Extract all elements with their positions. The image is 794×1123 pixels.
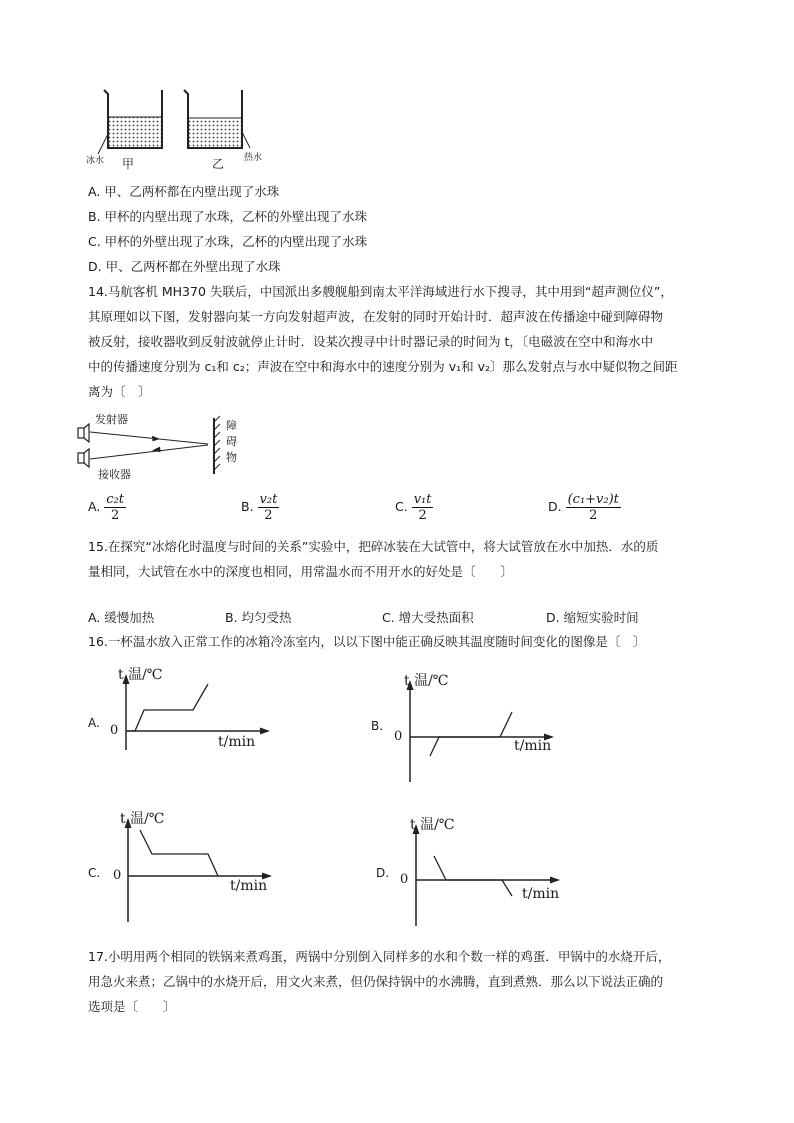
q14-option-d-letter: D. [548, 499, 562, 514]
graph-b-curve [430, 712, 512, 756]
q14-option-a-den: 2 [111, 508, 120, 523]
q14-option-c-den: 2 [418, 508, 427, 523]
q14-option-b-letter: B. [241, 499, 254, 514]
graph-a-x-arrow-icon [260, 728, 270, 735]
beaker-a [98, 90, 162, 154]
q14-option-d-num: (c₁+v₂)t [567, 492, 619, 507]
receiver-icon [78, 449, 89, 467]
graph-b-y-label: t 温/℃ [404, 673, 449, 689]
q16-line: 16.一杯温水放入正常工作的冰箱冷冻室内，以以下图中能正确反映其温度随时间变化的图像是〔 〕 [88, 634, 646, 649]
q14-option-b-fraction [258, 492, 280, 523]
q14-option-a [88, 492, 126, 523]
graph-b-origin: 0 [394, 729, 403, 744]
q14-line-4: 中的传播速度分别为 c₁和 c₂；声波在空中和海水中的速度分别为 v₁和 v₂〕那么发射点与水中疑似物之间距 [88, 359, 678, 374]
q14-option-b-den: 2 [264, 508, 273, 523]
label-hot-water: 热水 [244, 153, 263, 163]
q15-line-1: 15.在探究“冰熔化时温度与时间的关系”实验中，把碎冰装在大试管中，将大试管放在水中加热．水的质 [88, 539, 659, 554]
beaker-b [184, 90, 250, 148]
graph-b-label: B. [371, 719, 384, 733]
q13-option-d: D. 甲、乙两杯都在外壁出现了水珠 [88, 259, 281, 274]
q15-line-2: 量相同，大试管在水中的深度也相同，用常温水而不用开水的好处是〔 〕 [88, 564, 514, 579]
q17-line-1: 17.小明用两个相同的铁锅来煮鸡蛋，两锅中分别倒入同样多的水和个数一样的鸡蛋．甲锅中的水烧开后， [88, 949, 671, 964]
graph-a-x-label: t/min [218, 734, 256, 750]
q15-option-c: C. 增大受热面积 [382, 610, 474, 625]
q14-option-d-fraction [566, 492, 621, 523]
q14-option-c-fraction [412, 492, 434, 523]
obstacle-wall [214, 416, 220, 474]
label-ice-water: 冰水 [86, 156, 105, 166]
label-emitter: 发射器 [95, 413, 128, 426]
graph-c-label: C. [88, 866, 101, 880]
graph-a-curve [126, 684, 208, 731]
q15-option-b: B. 均匀受热 [225, 610, 292, 625]
graph-a [108, 662, 288, 762]
graph-b-x-label: t/min [514, 738, 552, 754]
graph-a-origin: 0 [110, 723, 119, 738]
graph-a-label: A. [88, 716, 100, 730]
graph-c [110, 806, 290, 926]
q14-option-c-num: v₁t [413, 492, 432, 507]
graph-b [392, 668, 572, 786]
q14-option-a-fraction [104, 492, 126, 523]
label-obstacle-1: 障 [226, 419, 237, 432]
q14-line-2: 其原理如以下图，发射器向某一方向发射超声波，在发射的同时开始计时．超声波在传播途中碰到障碍物 [88, 309, 664, 324]
q13-option-c: C. 甲杯的外壁出现了水珠，乙杯的内壁出现了水珠 [88, 234, 368, 249]
graph-c-y-label: t 温/℃ [120, 811, 165, 827]
q14-option-d-den: 2 [589, 508, 598, 523]
q17-line-2: 用急火来煮；乙锅中的水烧开后，用文火来煮，但仍保持锅中的水沸腾，直到煮熟．那么以下说法正确的 [88, 974, 664, 989]
graph-c-origin: 0 [113, 868, 122, 883]
label-cup-b: 乙 [212, 157, 225, 171]
q14-option-c-letter: C. [395, 499, 408, 514]
q14-option-b [241, 492, 279, 523]
emitter-icon [78, 424, 89, 442]
graph-d-y-label: t 温/℃ [410, 817, 455, 833]
graph-d-x-label: t/min [522, 886, 560, 902]
graph-c-x-label: t/min [230, 878, 268, 894]
q14-option-a-letter: A. [88, 499, 101, 514]
q14-option-d [548, 492, 621, 523]
label-obstacle-3: 物 [226, 451, 237, 464]
q14-line-3: 被反射，接收器收到反射波就停止计时．设某次搜寻中计时器记录的时间为 t，〔电磁波在空中和海水中 [88, 334, 654, 349]
label-receiver: 接收器 [98, 468, 131, 481]
q14-option-c [395, 492, 433, 523]
graph-d-curve [434, 856, 512, 896]
q13-option-b: B. 甲杯的内壁出现了水珠，乙杯的外壁出现了水珠 [88, 209, 368, 224]
graph-d [398, 812, 578, 930]
graph-c-curve [140, 830, 218, 876]
graph-d-label: D. [376, 866, 390, 880]
q14-line-1: 14.马航客机 MH370 失联后，中国派出多艘舰船到南太平洋海域进行水下搜寻，其中用到“超声测位仪”， [88, 284, 673, 299]
arrow-outgoing-icon [152, 436, 160, 442]
q14-line-5: 离为〔 〕 [88, 384, 151, 399]
graph-d-origin: 0 [400, 872, 409, 887]
graph-a-y-label: t 温/℃ [118, 667, 163, 683]
q17-line-3: 选项是〔 〕 [88, 999, 176, 1014]
q14-option-a-num: c₂t [106, 492, 125, 507]
q13-option-a: A. 甲、乙两杯都在内壁出现了水珠 [88, 184, 280, 199]
q14-option-b-num: v₂t [259, 492, 278, 507]
q15-option-d: D. 缩短实验时间 [546, 610, 639, 625]
label-obstacle-2: 碍 [226, 435, 237, 448]
graph-d-x-arrow-icon [550, 877, 560, 884]
q15-option-a: A. 缓慢加热 [88, 610, 155, 625]
label-cup-a: 甲 [122, 157, 135, 171]
